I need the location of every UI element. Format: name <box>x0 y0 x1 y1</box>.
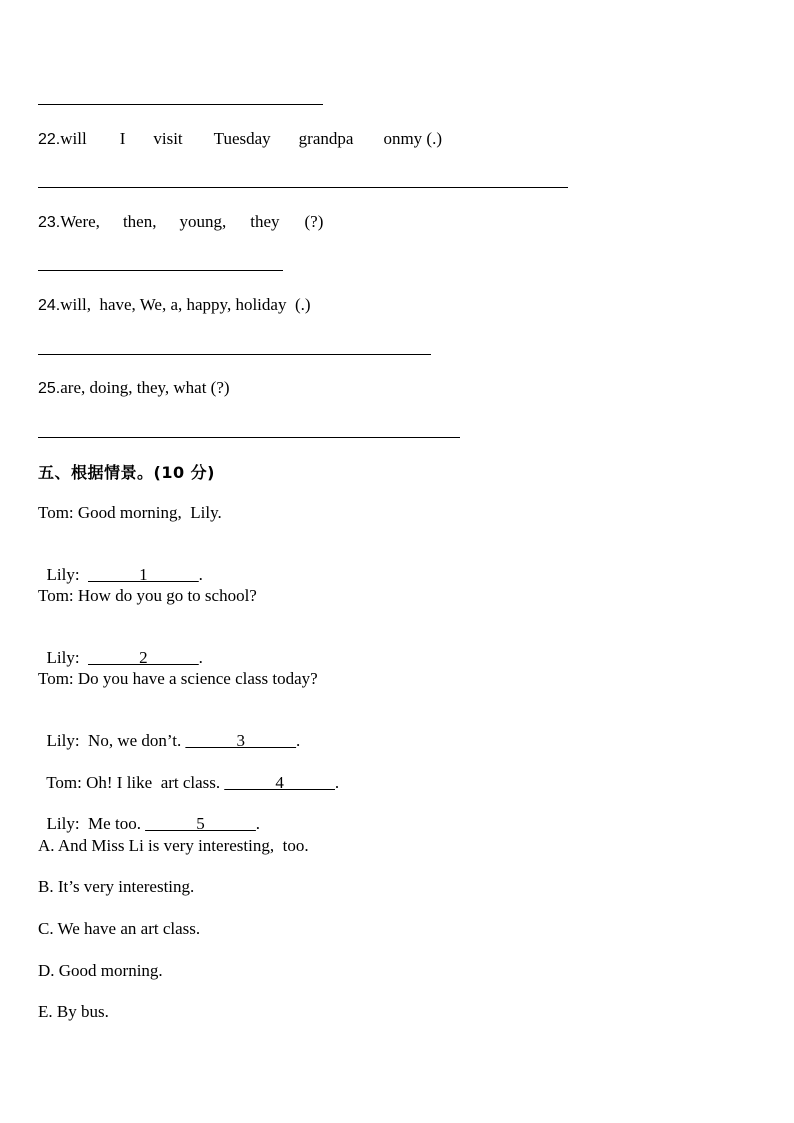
word: then, <box>122 212 157 231</box>
dialogue-line <box>38 711 300 751</box>
question-24 <box>38 295 311 315</box>
question-22 <box>38 129 442 149</box>
answer-line-24[interactable] <box>38 354 431 355</box>
word: will <box>60 129 87 148</box>
speaker-text: Lily: Me too. <box>46 814 146 833</box>
word: (?) <box>304 212 324 231</box>
section-title: 五、根据情景。(10 分) <box>38 463 215 482</box>
answer-line-25[interactable] <box>38 437 460 438</box>
dialogue-line <box>38 753 339 793</box>
option-c: C. We have an art class. <box>38 919 201 938</box>
answer-line-22[interactable] <box>38 187 568 188</box>
answer-blank-3[interactable]: ______3______ <box>185 731 296 750</box>
word: young, <box>179 212 227 231</box>
answer-blank-1[interactable]: ______1______ <box>88 565 199 584</box>
speaker-text: Tom: Oh! I like art class. <box>46 773 225 792</box>
dialogue-line: Tom: Good morning, Lily. <box>38 503 222 522</box>
word: onmy (.) <box>383 129 442 148</box>
word: I <box>119 129 126 148</box>
dialogue-line <box>38 794 260 834</box>
punctuation: . <box>295 731 301 750</box>
dialogue-line: Tom: How do you go to school? <box>38 586 257 605</box>
question-number: 25. <box>38 380 61 397</box>
dialogue-line: Tom: Do you have a science class today? <box>38 669 318 688</box>
speaker-text: Lily: No, we don’t. <box>46 731 186 750</box>
word: Tuesday <box>213 129 271 148</box>
question-25 <box>38 378 230 398</box>
question-number: 24. <box>38 297 61 314</box>
question-number: 22. <box>38 131 61 148</box>
punctuation: . <box>198 648 203 667</box>
punctuation: . <box>334 773 340 792</box>
option-e: E. By bus. <box>38 1002 109 1021</box>
speaker-text: Lily: <box>46 648 89 667</box>
answer-line-21[interactable] <box>38 104 323 105</box>
option-d: D. Good morning. <box>38 961 163 980</box>
word: grandpa <box>298 129 354 148</box>
dialogue-line <box>38 628 203 668</box>
dialogue-line <box>38 545 203 585</box>
punctuation: . <box>255 814 260 833</box>
word: they <box>250 212 280 231</box>
word: visit <box>153 129 183 148</box>
answer-line-23[interactable] <box>38 270 283 271</box>
option-a: A. And Miss Li is very interesting, too. <box>38 836 309 855</box>
question-text: are, doing, they, what (?) <box>60 378 230 397</box>
speaker-text: Lily: <box>46 565 89 584</box>
punctuation: . <box>198 565 203 584</box>
answer-blank-5[interactable]: ______5______ <box>145 814 256 833</box>
answer-blank-4[interactable]: ______4______ <box>224 773 335 792</box>
question-text: will, have, We, a, happy, holiday (.) <box>60 295 311 314</box>
question-number: 23. <box>38 214 61 231</box>
option-b: B. It’s very interesting. <box>38 877 195 896</box>
question-23 <box>38 212 323 232</box>
answer-blank-2[interactable]: ______2______ <box>88 648 199 667</box>
word: Were, <box>60 212 100 231</box>
